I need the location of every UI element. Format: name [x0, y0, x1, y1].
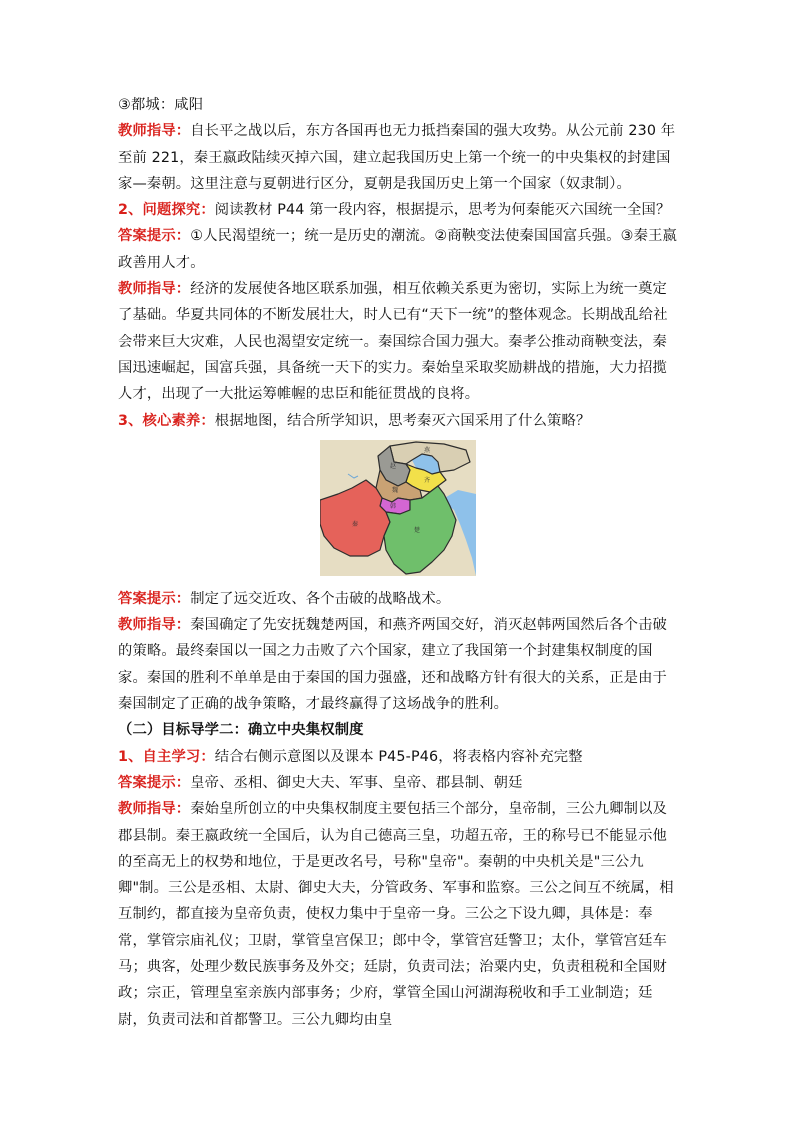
teacher-guide-label: 教师指导：	[118, 801, 191, 818]
map-label-zhao: 赵	[390, 462, 397, 470]
paragraph-teacher-guide-2: 教师指导：经济的发展使各地区联系加强，相互依赖关系更为密切，实际上为统一奠定了基础。华夏共同体的不断发展壮大，时人已有“天下一统”的整体观念。长期战乱给社会带来巨大灾难，人民也渴望安定统一。秦国综合国力强大。秦孝公推动商鞅变法，秦国迅速崛起，国富兵强，具备统一天下的实力。秦始皇采取奖励耕战的措施，大力招揽人才，出现了一大批运筹帷幄的忠臣和能征贯战的良将。	[118, 281, 668, 403]
map-label-chu: 楚	[414, 526, 421, 534]
map-label-qin: 秦	[352, 520, 359, 528]
paragraph-answer-hint-1: 答案提示：①人民渴望统一；统一是历史的潮流。②商鞅变法使秦国国富兵强。③秦王嬴政善用人才。	[118, 228, 677, 271]
question-explore-label: 2、问题探究：	[118, 202, 215, 219]
paragraph-question-explore: 2、问题探究：阅读教材 P44 第一段内容，根据提示，思考为何秦能灭六国统一全国？	[118, 202, 671, 219]
teacher-guide-label: 教师指导：	[118, 281, 191, 298]
paragraph-core-literacy: 3、核心素养：根据地图，结合所学知识，思考秦灭六国采用了什么策略？	[118, 412, 591, 429]
answer-hint-label: 答案提示：	[118, 774, 191, 791]
section-heading: （二）目标导学二：确立中央集权制度	[118, 722, 364, 739]
teacher-guide-label: 教师指导：	[118, 123, 191, 140]
self-study-label: 1、自主学习：	[118, 748, 215, 765]
paragraph-self-study: 1、自主学习：结合右侧示意图以及课本 P45-P46，将表格内容补充完整	[118, 748, 583, 765]
core-literacy-label: 3、核心素养：	[118, 412, 215, 429]
map-label-han: 韩	[390, 502, 397, 510]
warring-states-map	[118, 440, 678, 584]
paragraph-teacher-guide-1: 教师指导：自长平之战以后，东方各国再也无力抵挡秦国的强大攻势。从公元前 230 年至前 221，秦王嬴政陆续灭掉六国，建立起我国历史上第一个统一的中央集权的封建国家—秦朝。这里注意与夏朝进行区分，夏朝是我国历史上第一个国家（奴隶制）。	[118, 123, 676, 192]
answer-hint-label: 答案提示：	[118, 590, 191, 607]
answer-hint-label: 答案提示：	[118, 228, 191, 245]
paragraph-capital: ③都城：咸阳	[118, 97, 204, 113]
teacher-guide-label: 教师指导：	[118, 617, 191, 634]
map-figure	[320, 440, 476, 576]
map-label-wei: 魏	[392, 486, 399, 494]
document-body	[118, 92, 678, 1033]
map-label-qi: 齐	[424, 476, 431, 484]
paragraph-answer-hint-2: 答案提示：制定了远交近攻、各个击破的战略战术。	[118, 590, 451, 607]
paragraph-answer-hint-3: 答案提示：皇帝、丞相、御史大夫、军事、皇帝、郡县制、朝廷	[118, 774, 523, 791]
paragraph-teacher-guide-4: 教师指导：秦始皇所创立的中央集权制度主要包括三个部分，皇帝制，三公九卿制以及郡县制。秦王嬴政统一全国后，认为自己德高三皇，功超五帝，王的称号已不能显示他的至高无上的权势和地位，于是更改名号，号称"皇帝"。秦朝的中央机关是"三公九卿"制。三公是丞相、太尉、御史大夫，分管政务、军事和监察。三公之间互不统属，相互制约，都直接为皇帝负责，使权力集中于皇帝一身。三公之下设九卿，具体是：奉常，掌管宗庙礼仪；卫尉，掌管皇宫保卫；郎中令，掌管宫廷警卫；太仆，掌管宫廷车马；典客，处理少数民族事务及外交；廷尉，负责司法；治粟内史，负责租税和全国财政；宗正，管理皇室亲族内部事务；少府，掌管全国山河湖海税收和手工业制造；廷尉，负责司法和首都警卫。三公九卿均由皇	[118, 801, 674, 1028]
map-label-yan: 燕	[424, 446, 431, 454]
paragraph-teacher-guide-3: 教师指导：秦国确定了先安抚魏楚两国，和燕齐两国交好，消灭赵韩两国然后各个击破的策略。最终秦国以一国之力击败了六个国家，建立了我国第一个封建集权制度的国家。秦国的胜利不单单是由于秦国的国力强盛，还和战略方针有很大的关系，正是由于秦国制定了正确的战争策略，才最终赢得了这场战争的胜利。	[118, 617, 667, 713]
